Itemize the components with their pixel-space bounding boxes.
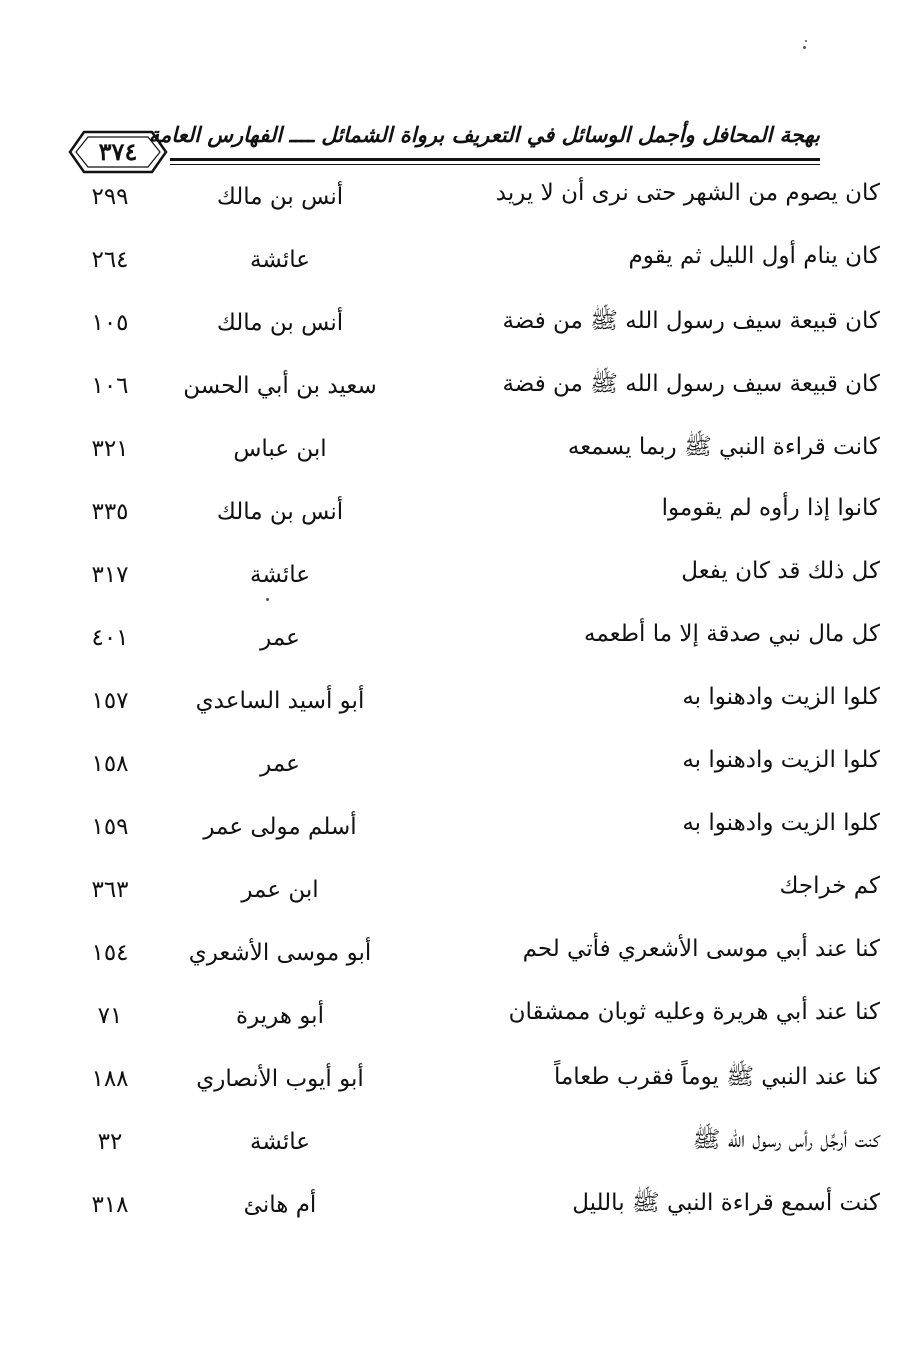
- hadith-text: كانت قراءة النبي ﷺ ربما يسمعه: [567, 434, 880, 460]
- table-row: [60, 985, 880, 1048]
- hadith-index-table: [60, 166, 880, 1237]
- hadith-text: كلوا الزيت وادهنوا به: [682, 684, 880, 710]
- page-reference: ١٥٤: [91, 940, 129, 966]
- table-row: [60, 796, 880, 859]
- narrator-name: أنس بن مالك: [216, 310, 344, 336]
- table-row: [60, 229, 880, 292]
- page-reference: ١٨٨: [91, 1066, 129, 1092]
- hadith-text: كل ذلك قد كان يفعل: [681, 558, 880, 584]
- table-row: [60, 670, 880, 733]
- table-row: [60, 859, 880, 922]
- table-row: [60, 292, 880, 355]
- narrator-name: عمر: [260, 751, 300, 777]
- narrator-name: عمر: [260, 625, 300, 651]
- table-row: [60, 166, 880, 229]
- narrator-name: أنس بن مالك: [216, 184, 344, 210]
- table-row: [60, 481, 880, 544]
- page-reference: ٢٦٤: [91, 247, 129, 273]
- page-reference: ٤٠١: [91, 625, 129, 651]
- table-row: [60, 922, 880, 985]
- page-reference: ٣١٨: [91, 1192, 129, 1218]
- hadith-text: كنا عند أبي موسى الأشعري فأتي لحم: [522, 936, 880, 962]
- page-reference: ٣٢١: [91, 436, 129, 462]
- page-reference: ١٥٩: [91, 814, 129, 840]
- hadith-text: كان ينام أول الليل ثم يقوم: [628, 243, 880, 269]
- narrator-name: أم هانئ: [243, 1192, 317, 1218]
- table-row: [60, 1174, 880, 1237]
- hadith-text: كنت أرجِّل رأس رسول الله ﷺ: [692, 1127, 880, 1153]
- header-rule-thick: [170, 158, 820, 161]
- narrator-name: أبو أيوب الأنصاري: [196, 1066, 364, 1092]
- narrator-name: عائشة: [250, 247, 310, 273]
- page-reference: ١٠٥: [91, 310, 129, 336]
- narrator-name: سعيد بن أبي الحسن: [183, 373, 377, 399]
- narrator-name: أنس بن مالك: [216, 499, 344, 525]
- hadith-text: كنا عند النبي ﷺ يوماً فقرب طعاماً: [553, 1064, 880, 1090]
- hadith-text: كنا عند أبي هريرة وعليه ثوبان ممشقان: [508, 999, 880, 1025]
- narrator-name: ابن عمر: [241, 877, 319, 903]
- page-number: ٣٧٤: [98, 137, 138, 166]
- narrator-name: عائشة: [250, 1129, 310, 1155]
- hadith-text: كان يصوم من الشهر حتى نرى أن لا يريد: [495, 180, 880, 206]
- narrator-name: أبو أسيد الساعدي: [195, 688, 365, 714]
- hadith-text: كم خراجك: [779, 873, 880, 899]
- table-row: [60, 607, 880, 670]
- table-row: [60, 544, 880, 607]
- table-row: [60, 1048, 880, 1111]
- page-reference: ٣٦٣: [91, 877, 129, 903]
- table-row: [60, 418, 880, 481]
- narrator-name: أبو هريرة: [236, 1003, 324, 1029]
- page-reference: ٣٣٥: [91, 499, 129, 525]
- scan-speck: [803, 46, 806, 49]
- page-reference: ١٥٧: [91, 688, 129, 714]
- page-reference: ٧١: [97, 1003, 123, 1029]
- narrator-name: أبو موسى الأشعري: [188, 940, 372, 966]
- table-row: [60, 733, 880, 796]
- page-reference: ١٠٦: [91, 373, 129, 399]
- page-reference: ٣٢: [97, 1129, 123, 1155]
- hadith-text: كانوا إذا رأوه لم يقوموا: [661, 495, 880, 521]
- narrator-name: أسلم مولى عمر: [203, 814, 357, 840]
- narrator-name: ابن عباس: [233, 436, 327, 462]
- page-reference: ٣١٧: [91, 562, 129, 588]
- table-row: [60, 355, 880, 418]
- header-rule-thin: [170, 164, 820, 165]
- page-reference: ٢٩٩: [91, 184, 129, 210]
- hadith-text: كلوا الزيت وادهنوا به: [682, 747, 880, 773]
- hadith-text: كلوا الزيت وادهنوا به: [682, 810, 880, 836]
- scan-speck: [805, 40, 807, 42]
- hadith-text: كان قبيعة سيف رسول الله ﷺ من فضة: [502, 371, 880, 397]
- hadith-text: كان قبيعة سيف رسول الله ﷺ من فضة: [502, 308, 880, 334]
- page-reference: ١٥٨: [91, 751, 129, 777]
- table-row: [60, 1111, 880, 1174]
- narrator-name: عائشة: [250, 562, 310, 588]
- hadith-text: كل مال نبي صدقة إلا ما أطعمه: [584, 621, 880, 647]
- hadith-text: كنت أسمع قراءة النبي ﷺ بالليل: [572, 1190, 880, 1216]
- running-title: بهجة المحافل وأجمل الوسائل في التعريف برواة الشمائل ــــ الفهارس العامة: [148, 122, 820, 147]
